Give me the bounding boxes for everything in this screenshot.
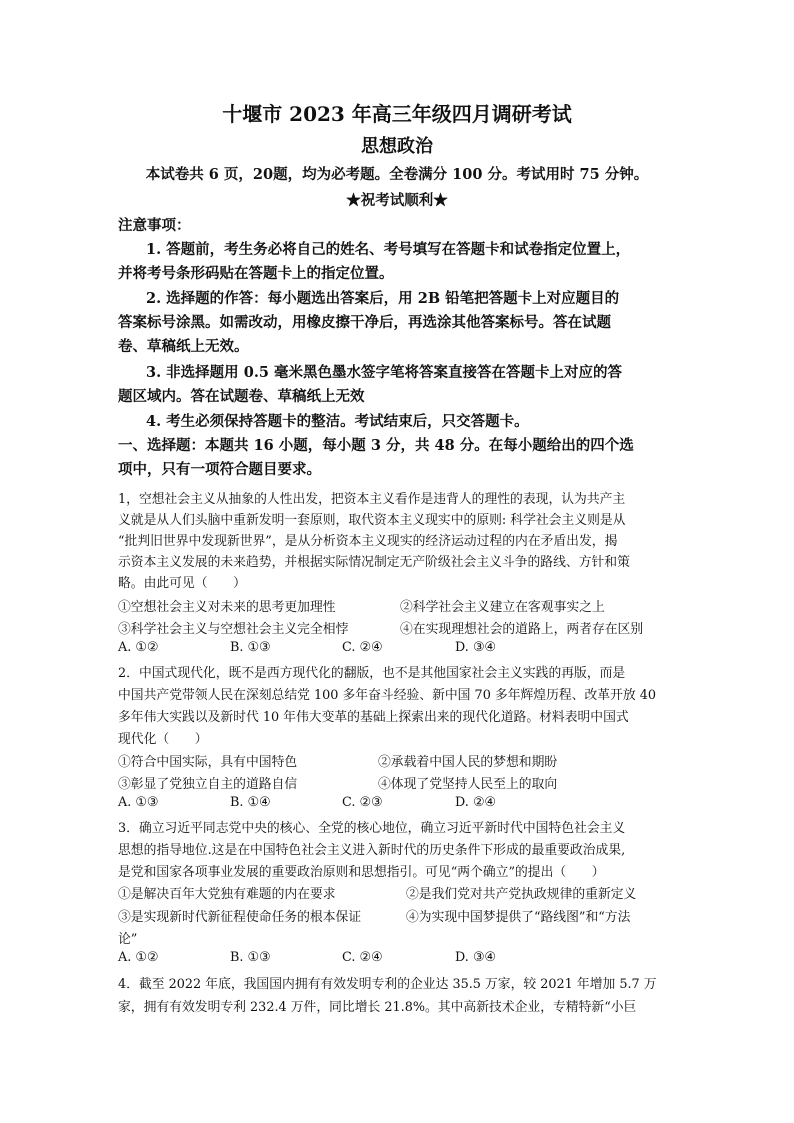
option-3: ③科学社会主义与空想社会主义完全相悖 xyxy=(118,622,349,637)
notice-line: 题区域内。答在试题卷、草稿纸上无效 xyxy=(118,388,365,405)
option-3: ③彰显了党独立自主的道路自信 xyxy=(118,777,298,792)
exam-title: 十堰市 2023 年高三年级四月调研考试 xyxy=(222,102,572,126)
question-line: 2．中国式现代化，既不是西方现代化的翻版，也不是其他国家社会主义实践的再版，而是 xyxy=(118,666,626,681)
answer-d: D. ③④ xyxy=(455,640,496,655)
question-line: 4．截至 2022 年底，我国国内拥有有效发明专利的企业达 35.5 万家，较 2021 年增加 5.7 万 xyxy=(118,977,657,992)
question-line: 略。由此可见（ ） xyxy=(118,576,246,591)
answer-b: B. ①③ xyxy=(230,640,271,655)
notice-line: 2. 选择题的作答：每小题选出答案后，用 2B 铅笔把答题卡上对应题目的 xyxy=(146,290,620,307)
notice-heading: 注意事项： xyxy=(118,217,191,234)
answer-b: B. ①③ xyxy=(230,950,271,965)
question-line: 示资本主义发展的未来趋势，并根据实际情况制定无产阶级社会主义斗争的路线、方针和策 xyxy=(118,555,630,570)
option-4: ④体现了党坚持人民至上的取向 xyxy=(378,777,558,792)
answer-a: A. ①③ xyxy=(118,795,159,810)
option-1: ①符合中国实际，具有中国特色 xyxy=(118,755,298,770)
notice-line: 卷、草稿纸上无效。 xyxy=(118,338,249,355)
question-line: “批判旧世界中发现新世界”，是从分析资本主义现实的经济运动过程的内在矛盾出发，揭 xyxy=(118,534,618,549)
section-heading: 一、选择题：本题共 16 小题，每小题 3 分，共 48 分。在每小题给出的四个选 xyxy=(118,437,634,454)
question-line: 1，空想社会主义从抽象的人性出发，把资本主义看作是违背人的理性的表现，认为共产主 xyxy=(118,492,626,507)
question-line: 是党和国家各项事业发展的重要政治原则和思想指引。可见“两个确立”的提出（ ） xyxy=(118,865,605,880)
question-line: 3．确立习近平同志党中央的核心、全党的核心地位，确立习近平新时代中国特色社会主义 xyxy=(118,821,626,836)
question-line: 家，拥有有效发明专利 232.4 万件，同比增长 21.8%。其中高新技术企业，专精特新“小巨 xyxy=(118,1000,637,1015)
answer-c: C. ②③ xyxy=(342,795,383,810)
option-2: ②承载着中国人民的梦想和期盼 xyxy=(378,755,558,770)
question-line: 多年伟大实践以及新时代 10 年伟大变革的基础上探索出来的现代化道路。材料表明中国式 xyxy=(118,710,629,725)
subject-title: 思想政治 xyxy=(361,136,433,157)
answer-c: C. ②④ xyxy=(342,640,383,655)
option-3: ③是实现新时代新征程使命任务的根本保证 xyxy=(118,910,362,925)
section-heading-cont: 项中，只有一项符合题目要求。 xyxy=(118,461,321,478)
question-line: 义就是从人们头脑中重新发明一套原则，取代资本主义现实中的原则: 科学社会主义则是从 xyxy=(118,513,626,528)
answer-a: A. ①② xyxy=(118,950,159,965)
question-line: 现代化（ ） xyxy=(118,732,208,747)
option-2: ②科学社会主义建立在客观事实之上 xyxy=(400,600,605,615)
notice-line: 3. 非选择题用 0.5 毫米黑色墨水签字笔将答案直接答在答题卡上对应的答 xyxy=(146,364,623,381)
answer-a: A. ①② xyxy=(118,640,159,655)
notice-line: 1. 答题前，考生务必将自己的姓名、考号填写在答题卡和试卷指定位置上， xyxy=(146,241,631,258)
answer-b: B. ①④ xyxy=(230,795,271,810)
answer-d: D. ②④ xyxy=(455,795,496,810)
option-4: ④在实现理想社会的道路上，两者存在区别 xyxy=(400,622,644,637)
exam-summary: 本试卷共 6 页，20题，均为必考题。全卷满分 100 分。考试用时 75 分钟。 xyxy=(145,166,649,183)
option-4-cont: 论” xyxy=(118,932,138,947)
option-2: ②是我们党对共产党执政规律的重新定义 xyxy=(406,887,637,902)
question-line: 中国共产党带领人民在深刻总结党 100 多年奋斗经验、新中国 70 多年辉煌历程、改革开放 40 xyxy=(118,688,657,703)
notice-line: 4. 考生必须保持答题卡的整洁。考试结束后，只交答题卡。 xyxy=(146,413,529,430)
notice-line: 答案标号涂黑。如需改动，用橡皮擦干净后，再选涂其他答案标号。答在试题 xyxy=(118,314,611,331)
notice-line: 并将考号条形码贴在答题卡上的指定位置。 xyxy=(118,265,394,282)
answer-c: C. ②④ xyxy=(342,950,383,965)
question-line: 思想的指导地位.这是在中国特色社会主义进入新时代的历史条件下形成的最重要政治成果, xyxy=(118,843,626,858)
option-1: ①是解决百年大党独有难题的内在要求 xyxy=(118,887,336,902)
option-1: ①空想社会主义对未来的思考更加理性 xyxy=(118,600,336,615)
option-4: ④为实现中国梦提供了“路线图”和“方法 xyxy=(406,910,631,925)
blessing-line: ★祝考试顺利★ xyxy=(346,192,448,209)
answer-d: D. ③④ xyxy=(455,950,496,965)
